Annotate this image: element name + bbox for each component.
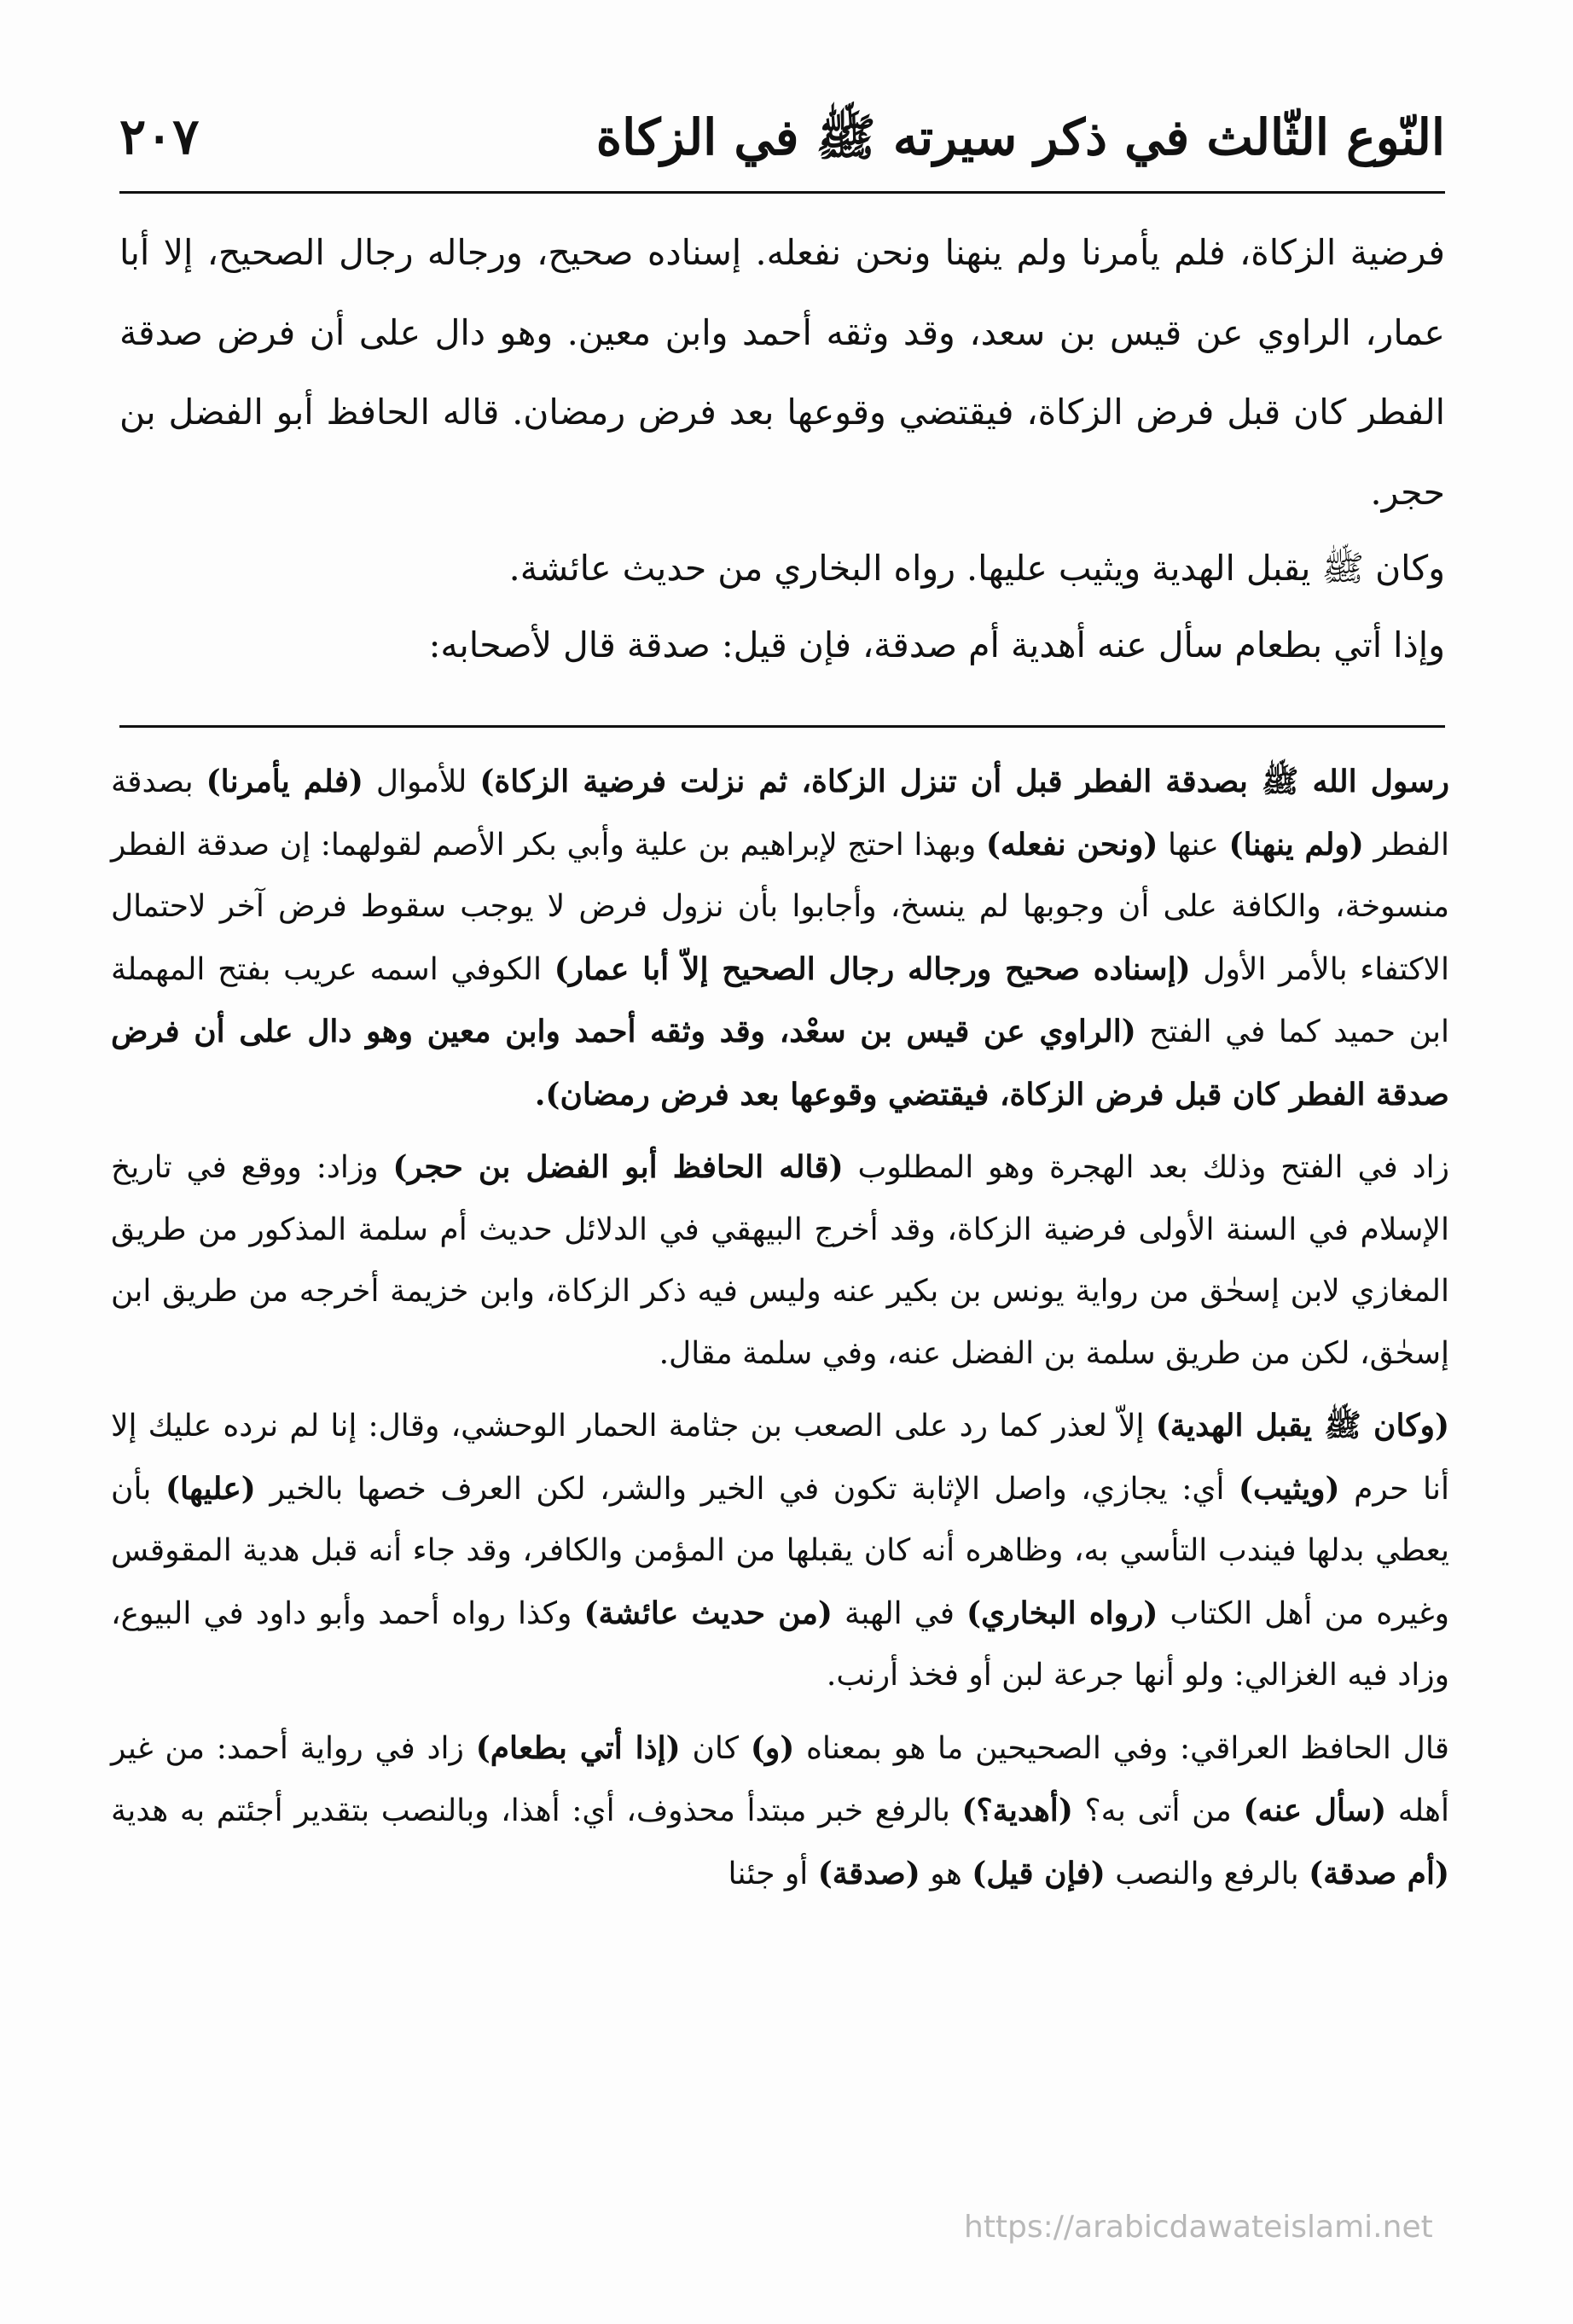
chapter-title: النّوع الثّالث في ذكر سيرته ﷺ في الزكاة — [595, 108, 1445, 166]
page-number: ٢٠٧ — [119, 107, 200, 166]
bold-quote-segment: رسول الله ﷺ بصدقة الفطر قبل أن تنزل الزكاة، ثم نزلت فرضية الزكاة) — [479, 764, 1450, 799]
commentary-segment: بالرفع والنصب — [1105, 1856, 1309, 1891]
commentary-segment: بصدقة الفطر — [111, 764, 1449, 863]
bold-quote-segment: (وكان ﷺ يقبل الهدية) — [1155, 1408, 1449, 1444]
bold-quote-segment: (عليها) — [165, 1470, 256, 1507]
bold-quote-segment: (الراوي عن قيس بن سعْد، وقد وثقه أحمد وابن معين وهو دال على أن فرض صدقة الفطر كان قبل فرض الزكاة، فيقتضي وقوعها بعد فرض رمضان). — [111, 1014, 1449, 1113]
bold-quote-segment: (صدقة) — [817, 1855, 920, 1891]
bold-quote-segment: (ويثيب) — [1239, 1470, 1340, 1507]
bold-quote-segment: (إذا أتي بطعام) — [475, 1729, 681, 1766]
commentary-paragraph-3 — [111, 1395, 1449, 1707]
commentary-paragraph-4 — [111, 1717, 1449, 1906]
commentary-segment: الكوفي اسمه عريب بفتح المهملة ابن حميد كما في الفتح — [111, 951, 1449, 1049]
main-paragraph-2: وكان ﷺ يقبل الهدية ويثيب عليها. رواه البخاري من حديث عائشة. — [508, 548, 1445, 589]
commentary-segment: زاد في الفتح وذلك بعد الهجرة وهو المطلوب — [843, 1150, 1449, 1185]
bold-quote-segment: (قاله الحافظ أبو الفضل بن حجر) — [392, 1149, 844, 1185]
commentary-segment: قال الحافظ العراقي: وفي الصحيحين ما هو بمعناه — [794, 1730, 1449, 1766]
bold-quote-segment: (رواه البخاري) — [966, 1595, 1158, 1631]
commentary-segment: من أتى به؟ — [1072, 1793, 1244, 1828]
commentary-segment: عنها — [1158, 827, 1229, 863]
commentary-segment: أي: يجازي، واصل الإثابة تكون في الخير والشر، لكن العرف خصها بالخير — [255, 1471, 1239, 1507]
bold-quote-segment: (ولم ينهنا) — [1228, 826, 1364, 863]
bold-quote-segment: (فإن قيل) — [972, 1855, 1106, 1891]
commentary-segment: كان — [680, 1730, 751, 1766]
commentary — [111, 751, 1449, 1915]
commentary-paragraph-2 — [111, 1136, 1449, 1385]
commentary-segment: هو — [920, 1856, 972, 1891]
bold-quote-segment: (ونحن نفعله) — [985, 826, 1158, 863]
bold-quote-segment: (من حديث عائشة) — [583, 1595, 833, 1631]
main-paragraph-1: فرضية الزكاة، فلم يأمرنا ولم ينهنا ونحن نفعله. إسناده صحيح، ورجاله رجال الصحيح، إلا أبا عمار، الراوي عن قيس بن سعد، وقد وثقه أحمد وابن معين. وهو دال على أن فرض صدقة الفطر كان قبل فرض الزكاة، فيقتضي وقوعها بعد فرض رمضان. قاله الحافظ أبو الفضل بن حجر. — [119, 232, 1445, 513]
page-header — [119, 101, 1445, 186]
main-paragraph-3: وإذا أتي بطعام سأل عنه أهدية أم صدقة، فإن قيل: صدقة قال لأصحابه: — [428, 624, 1445, 665]
commentary-segment: للأموال — [363, 764, 480, 799]
bold-quote-segment: (أهدية؟) — [961, 1792, 1073, 1828]
commentary-segment: في الهبة — [832, 1595, 967, 1631]
watermark-url: https://arabicdawateislami.net — [964, 2210, 1433, 2245]
commentary-segment: وزاد: ووقع في تاريخ الإسلام في السنة الأولى فرضية الزكاة، وقد أخرج البيهقي في الدلائل حديث أم سلمة المذكور من طريق المغازي لابن إسحٰق من رواية يونس بن بكير عنه وليس فيه ذكر الزكاة، وابن خزيمة أخرجه من طريق ابن إسحٰق، لكن من طريق سلمة بن الفضل عنه، وفي سلمة مقال. — [111, 1150, 1449, 1371]
commentary-segment: وبهذا احتج لإبراهيم بن علية وأبي بكر الأصم لقولهما: إن صدقة الفطر منسوخة، والكافة على أن وجوبها لم ينسخ، وأجابوا بأن نزول فرض لا يوجب سقوط فرض آخر لاحتمال الاكتفاء بالأمر الأول — [111, 827, 1450, 987]
commentary-segment: بأن يعطي بدلها فيندب التأسي به، وظاهره أنه كان يقبلها من المؤمن والكافر، وقد جاء أنه قبل هدية المقوقس وغيره من أهل الكتاب — [111, 1471, 1449, 1631]
commentary-segment: وكذا رواه أحمد وأبو داود في البيوع، وزاد فيه الغزالي: ولو أنها جرعة لبن أو فخذ أرنب. — [111, 1595, 1449, 1693]
commentary-segment: أو جئنا — [728, 1856, 818, 1891]
bold-quote-segment: (و) — [750, 1729, 795, 1766]
commentary-segment: بالرفع خبر مبتدأ محذوف، أي: أهذا، وبالنصب بتقدير أجئتم به هدية — [111, 1793, 962, 1828]
commentary-segment: زاد في رواية أحمد: من غير أهله — [111, 1730, 1449, 1828]
commentary-paragraph-1 — [111, 751, 1449, 1126]
bold-quote-segment: (فلم يأمرنا) — [206, 764, 363, 799]
header-divider — [119, 191, 1445, 194]
bold-quote-segment: (أم صدقة) — [1309, 1855, 1449, 1891]
footnote-divider — [119, 725, 1445, 728]
commentary-segment: إلاّ لعذر كما رد على الصعب بن جثامة الحمار الوحشي، وقال: إنا لم نرده عليك إلا أنا حرم — [111, 1409, 1449, 1507]
main-text — [119, 213, 1445, 685]
bold-quote-segment: (سأل عنه) — [1243, 1792, 1387, 1828]
bold-quote-segment: (إسناده صحيح ورجاله رجال الصحيح إلاّ أبا عمار) — [554, 950, 1191, 987]
